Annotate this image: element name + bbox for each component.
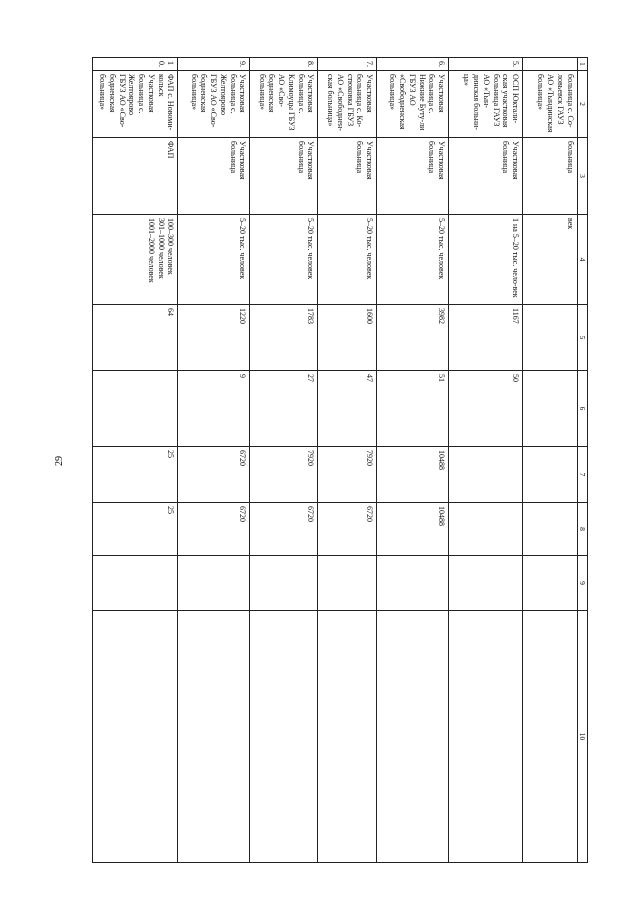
cell-c6: 9 [178, 371, 250, 447]
table-row [523, 58, 578, 863]
cell-c7 [523, 447, 578, 503]
cell-norm [318, 215, 377, 305]
norm-line: 5–20 тыс. человек [238, 218, 248, 280]
cell-norm [93, 215, 178, 305]
cell-c5: 1783 [250, 305, 318, 371]
cell-type: ФАП [93, 138, 178, 215]
cell-number: 7. [318, 58, 377, 71]
table-row [250, 58, 318, 863]
norm-line: 100–300 человек [166, 218, 176, 275]
cell-c10 [377, 611, 449, 863]
cell-c10 [93, 611, 178, 863]
header-row [577, 58, 587, 863]
cell-type: Участковая больница [178, 138, 250, 215]
cell-c7: 6720 [178, 447, 250, 503]
cell-c6: 27 [250, 371, 318, 447]
cell-name: Участковая больница с. Нижние Буту-ли ГБУЗ АО «Свободненская больница» [377, 71, 449, 138]
cell-c5: 1600 [318, 305, 377, 371]
cell-c10 [318, 611, 377, 863]
cell-type: Участковая больница [377, 138, 449, 215]
cell-norm [250, 215, 318, 305]
cell-type: Участковая больница [318, 138, 377, 215]
cell-c6: 51 [377, 371, 449, 447]
cell-number: 5. [449, 58, 523, 71]
cell-c7 [449, 447, 523, 503]
norm-line: век [565, 218, 575, 230]
cell-norm [178, 215, 250, 305]
cell-c7: 25 [93, 447, 178, 503]
cell-c9 [178, 556, 250, 611]
cell-c7: 7920 [318, 447, 377, 503]
header-cell: 4 [577, 215, 587, 305]
cell-c9 [523, 556, 578, 611]
cell-c6 [93, 371, 178, 447]
cell-c8 [449, 503, 523, 556]
header-cell: 2 [577, 71, 587, 138]
cell-c9 [93, 556, 178, 611]
hospital-table [92, 57, 588, 863]
cell-c5 [523, 305, 578, 371]
cell-number [523, 58, 578, 71]
cell-name: Участковая больница с. Ко-стюковка ГБУЗ АО «Свободнен-ская больница» [318, 71, 377, 138]
header-cell: 6 [577, 371, 587, 447]
cell-c10 [178, 611, 250, 863]
cell-number: 8. [250, 58, 318, 71]
cell-type: Участковая больница [250, 138, 318, 215]
cell-norm [377, 215, 449, 305]
cell-c7: 10488 [377, 447, 449, 503]
page-number: 29 [54, 456, 65, 466]
header-cell: 10 [577, 611, 587, 863]
cell-c5: 3982 [377, 305, 449, 371]
cell-name: ОСП Юктали-ская участковая больница ГАУЗ АО «Тын-динская больни-ца» [449, 71, 523, 138]
cell-c6 [523, 371, 578, 447]
cell-c5: 1167 [449, 305, 523, 371]
cell-c9 [377, 556, 449, 611]
cell-c6: 47 [318, 371, 377, 447]
header-cell: 1 [577, 58, 587, 71]
norm-line: 5–20 тыс. человек [437, 218, 447, 280]
table-row [178, 58, 250, 863]
cell-norm [523, 215, 578, 305]
cell-c5: 64 [93, 305, 178, 371]
cell-c10 [523, 611, 578, 863]
cell-c9 [318, 556, 377, 611]
table-row [449, 58, 523, 863]
table-row [377, 58, 449, 863]
norm-line: 5–20 тыс. человек [306, 218, 316, 280]
cell-c7: 7920 [250, 447, 318, 503]
cell-c8: 6720 [318, 503, 377, 556]
cell-name: больница с. Со-ловьевск ГАУЗ АО «Тындинская больница» [523, 71, 578, 138]
cell-c6: 50 [449, 371, 523, 447]
header-cell: 8 [577, 503, 587, 556]
cell-c8: 6720 [250, 503, 318, 556]
table-row [318, 58, 377, 863]
cell-number: 10. [93, 58, 178, 71]
table-body [93, 58, 588, 863]
norm-line: 5–20 тыс. человек [365, 218, 375, 280]
cell-name: Участковая больница с. Желтоярово ГБУЗ АО «Сво-бодненская больница» [178, 71, 250, 138]
cell-name: Участковая больница с. Климоуцы ГБУЗ АО «Сво-бодненская больница» [250, 71, 318, 138]
norm-line: 301–1000 человек [156, 218, 166, 279]
cell-type: Участковая больница [449, 138, 523, 215]
header-cell: 3 [577, 138, 587, 215]
cell-norm [449, 215, 523, 305]
cell-c8: 25 [93, 503, 178, 556]
cell-c10 [250, 611, 318, 863]
header-cell: 9 [577, 556, 587, 611]
header-cell: 5 [577, 305, 587, 371]
cell-c9 [449, 556, 523, 611]
cell-number: 6. [377, 58, 449, 71]
rotated-table-container [92, 57, 588, 862]
cell-c8: 10488 [377, 503, 449, 556]
cell-number: 9. [178, 58, 250, 71]
cell-name: ФАП с. Новоми-кольск Участковая больница с. Желтоярово ГБУЗ АО «Сво-бодненская больница» [93, 71, 178, 138]
cell-c8: 6720 [178, 503, 250, 556]
cell-c9 [250, 556, 318, 611]
cell-c5: 1220 [178, 305, 250, 371]
cell-c8 [523, 503, 578, 556]
table-row [93, 58, 178, 863]
cell-c10 [449, 611, 523, 863]
norm-line: 1 на 5–20 тыс. чело-век [511, 218, 521, 298]
header-cell: 7 [577, 447, 587, 503]
norm-line: 1001–2000 человек [146, 218, 156, 283]
cell-type: больница [523, 138, 578, 215]
